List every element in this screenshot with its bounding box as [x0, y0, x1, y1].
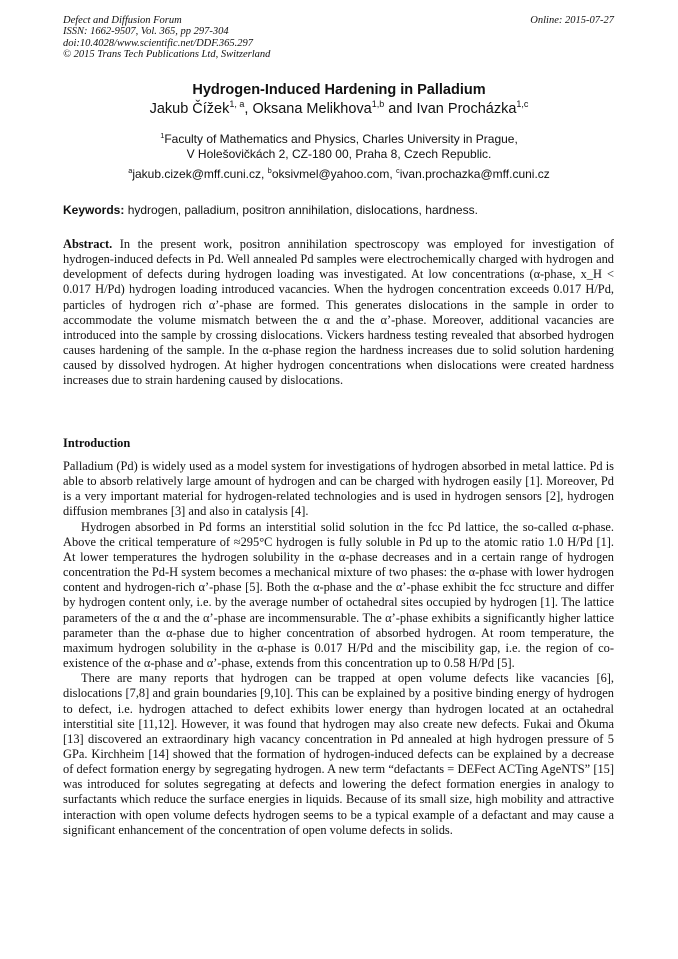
affiliation-sup: 1: [160, 131, 165, 140]
author-separator: and: [384, 101, 417, 117]
author-list: [0, 101, 678, 117]
author-affil-sup: 1,b: [371, 99, 385, 110]
email-sup: a: [128, 166, 133, 175]
introduction-body: [63, 459, 614, 838]
author-separator: ,: [244, 101, 253, 117]
keywords-text: hydrogen, palladium, positron annihilation, dislocations, hardness.: [124, 203, 478, 217]
intro-paragraph: There are many reports that hydrogen can be trapped at open volume defects like vacancies [6], dislocations [7,8] and grain boundaries [9,10]. This can be explained by a positive binding energy of hydrogen to defect, i.e. hydrogen attached to defect exhibits lower energy than hydrogen located at an octahedral interstitial site [11,12]. However, it was found that hydrogen may also create new defects. Fukai and Ōkuma [13] discovered an extraordinary high vacancy concentration in Pd annealed at high hydrogen pressure of 5 GPa. Kirchheim [14] showed that the formation of hydrogen-induced defects can be explained by a decrease of defect formation energy by segregating hydrogen. A new term “defactants = DEFect ACTing AgeNTS” [15] was introduced for solutes segregating at defects and lowering the defect formation energies in analogy to surfactants which reduce the surface energies in liquids. Because of its small size, high mobility and attractive interaction with open volume defects hydrogen seems to be a typical example of a defactant and may cause a significant enhancement of the concentration of open volume defects in solids.: [63, 671, 614, 837]
email-sup: b: [267, 166, 272, 175]
intro-paragraph: Hydrogen absorbed in Pd forms an interstitial solid solution in the fcc Pd lattice, the so-called α-phase. Above the critical temperature of ≈295°C hydrogen is fully soluble in Pd up to the atomic ratio 1.0 H/Pd [1]. At lower temperatures the hydrogen solubility in the α-phase decreases and in a certain range of hydrogen concentration the Pd-H system becomes a mechanical mixture of two phases: the α-phase with lower hydrogen content and hydrogen-rich α’-phase [5]. Both the α-phase and the α’-phase exhibit the fcc structure and differ by hydrogen content only, i.e. by the average number of octahedral sites occupied by hydrogen [1]. The lattice parameters of the α and the α’-phase are incommensurable. The α’-phase exhibits a significantly higher lattice parameter than the α-phase due to higher concentration of absorbed hydrogen. At room temperature, the maximum hydrogen solubility in the α-phase is 0.017 H/Pd and the miscibility gap, i.e. the region of co-existence of the α-phase and α’-phase, extends from this concentration up to 0.58 H/Pd [5].: [63, 519, 614, 671]
abstract-label: Abstract.: [63, 237, 113, 251]
author-name: Jakub Čížek: [149, 101, 230, 117]
affiliation: [0, 132, 678, 162]
online-date: Online: 2015-07-27: [530, 15, 614, 26]
doi-line[interactable]: doi:10.4028/www.scientific.net/DDF.365.297: [63, 37, 254, 49]
keywords: [63, 203, 478, 217]
journal-name: Defect and Diffusion Forum: [63, 15, 182, 26]
paper-title: Hydrogen-Induced Hardening in Palladium: [192, 82, 486, 98]
intro-paragraph: Palladium (Pd) is widely used as a model system for investigations of hydrogen absorbed in metal lattice. Pd is able to absorb relatively large amount of hydrogen and can be charged with hydrogen easily [1]. Moreover, Pd is a very important material for hydrogen-related technologies and is used in hydrogen sensors [2], hydrogen diffusion membranes [3] and also in catalysis [4].: [63, 459, 614, 519]
journal-header: [63, 15, 270, 61]
issn-line: ISSN: 1662-9507, Vol. 365, pp 297-304: [63, 26, 229, 38]
email-link[interactable]: oksivmel@yahoo.com,: [271, 167, 397, 181]
copyright-line: © 2015 Trans Tech Publications Ltd, Switzerland: [63, 49, 271, 61]
author-affil-sup: 1,c: [516, 99, 529, 110]
author-name: Oksana Melikhova: [252, 101, 372, 117]
abstract: [63, 237, 614, 389]
email-sup: c: [396, 166, 400, 175]
affiliation-line-2: V Holešovičkách 2, CZ-180 00, Praha 8, Czech Republic.: [186, 147, 492, 161]
email-link[interactable]: ivan.prochazka@mff.cuni.cz: [399, 167, 550, 181]
affiliation-line-1: $^1$Faculty of Mathematics and Physics, Charles University in Prague,: [160, 131, 518, 146]
section-heading-introduction: Introduction: [63, 436, 131, 450]
abstract-text: In the present work, positron annihilation spectroscopy was employed for investigation of hydrogen-induced defects in Pd. Well annealed Pd samples were electrochemically charged with hydrogen and development of defects during hydrogen loading was investigated. At low concentrations (α-phase, x_H < 0.017 H/Pd) hydrogen loading introduced vacancies. When the hydrogen concentration exceeds 0.017 H/Pd, particles of hydrogen rich α’-phase are formed. This generates dislocations in the sample in order to accommodate the volume mismatch between the α and the α’-phase. Moreover, additional vacancies are introduced into the sample by crossing dislocations. Vickers hardness testing revealed that absorbed hydrogen causes hardening of the sample. In the α-phase region the hardness increases due to solid solution hardening caused by dissolved hydrogen. At higher hydrogen concentrations when dislocations were created hardness increases due to strain hardening caused by dislocations.: [63, 237, 614, 388]
keywords-label: Keywords:: [63, 203, 125, 217]
author-name: Ivan Procházka: [416, 101, 517, 117]
email-list: [0, 167, 678, 181]
author-affil-sup: 1, a: [229, 99, 245, 110]
email-link[interactable]: jakub.cizek@mff.cuni.cz,: [132, 167, 268, 181]
